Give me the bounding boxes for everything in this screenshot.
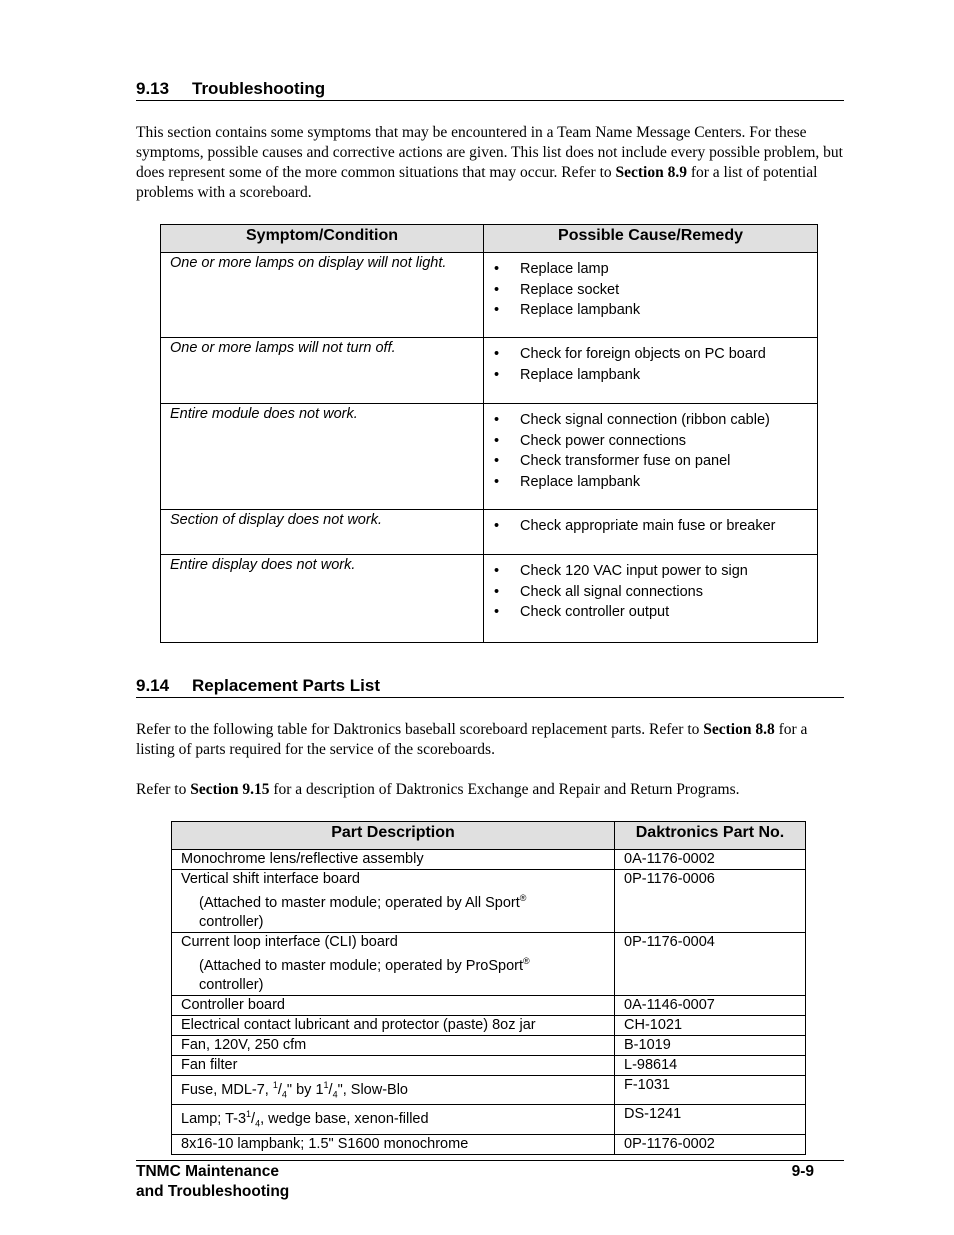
section-heading-9-13	[136, 79, 844, 101]
remedy-item: • Replace lampbank	[492, 365, 809, 386]
part-description: Current loop interface (CLI) board (Attached to master module; operated by ProSport® controller)	[172, 932, 615, 995]
table-row	[161, 510, 818, 555]
section-reference: Section 9.15	[190, 781, 270, 798]
part-description: Fuse, MDL-7, $^1/_4$" by $1^1/_4$", Slow-Blo	[172, 1075, 615, 1105]
part-description: 8x16-10 lampbank; 1.5" S1600 monochrome	[172, 1135, 615, 1155]
remedy-item: • Replace lampbank	[492, 472, 809, 493]
part-number: F-1031	[615, 1075, 806, 1105]
table-row	[172, 1135, 806, 1155]
part-description: Controller board	[172, 995, 615, 1015]
remedy-item: • Replace lampbank	[492, 300, 809, 321]
part-number: 0A-1176-0002	[615, 850, 806, 870]
table-row	[172, 932, 806, 995]
remedy-item: • Replace socket	[492, 280, 809, 301]
section-reference: Section 8.9	[615, 164, 687, 181]
footer-title-line2: and Troubleshooting	[136, 1183, 290, 1200]
part-number: DS-1241	[615, 1105, 806, 1135]
remedy-item: • Check appropriate main fuse or breaker	[492, 516, 809, 537]
symptom-cell: Entire module does not work.	[161, 404, 484, 510]
column-header: Part Description	[172, 822, 615, 850]
part-description: Vertical shift interface board (Attached to master module; operated by All Sport® controller)	[172, 870, 615, 933]
remedy-cell	[484, 253, 818, 338]
remedy-item: • Check for foreign objects on PC board	[492, 344, 809, 365]
remedy-cell	[484, 555, 818, 643]
remedy-item: • Check all signal connections	[492, 582, 809, 603]
section-number: 9.14	[136, 676, 170, 695]
table-row	[172, 870, 806, 933]
page-number: 9-9	[791, 1163, 814, 1180]
table-row	[172, 850, 806, 870]
section-number: 9.13	[136, 79, 170, 98]
part-number: CH-1021	[615, 1015, 806, 1035]
remedy-item: • Check transformer fuse on panel	[492, 451, 809, 472]
section-title: Replacement Parts List	[192, 676, 381, 695]
part-note: (Attached to master module; operated by ProSport® controller)	[199, 955, 530, 993]
remedy-item: • Check controller output	[492, 602, 809, 623]
part-number: 0P-1176-0004	[615, 932, 806, 995]
parts-intro: Refer to the following table for Daktronics baseball scoreboard replacement parts. Refer to Section 8.8 for a listing of parts required for the service of the scoreboards.	[136, 721, 808, 758]
part-note: (Attached to master module; operated by All Sport® controller)	[199, 893, 527, 930]
remedy-cell	[484, 510, 818, 555]
section-title: Troubleshooting	[192, 79, 326, 98]
table-row	[172, 1105, 806, 1135]
remedy-item: • Replace lamp	[492, 259, 809, 280]
table-row	[161, 338, 818, 404]
page-footer	[136, 1160, 844, 1202]
symptom-cell: Entire display does not work.	[161, 555, 484, 643]
table-row	[172, 1035, 806, 1055]
remedy-item: • Check power connections	[492, 431, 809, 452]
footer-title-line1: TNMC Maintenance	[136, 1163, 279, 1180]
table-row	[172, 1075, 806, 1105]
symptom-cell: One or more lamps will not turn off.	[161, 338, 484, 404]
table-row	[161, 404, 818, 510]
registered-mark: ®	[519, 893, 527, 903]
part-number: L-98614	[615, 1055, 806, 1075]
table-row	[161, 253, 818, 338]
remedy-cell	[484, 338, 818, 404]
table-row	[172, 1055, 806, 1075]
programs-reference: Refer to Section 9.15 for a description of Daktronics Exchange and Repair and Return Programs.	[136, 781, 740, 798]
table-row	[172, 1015, 806, 1035]
part-number: 0A-1146-0007	[615, 995, 806, 1015]
remedy-cell	[484, 404, 818, 510]
part-description: Fan, 120V, 250 cfm	[172, 1035, 615, 1055]
table-row	[161, 555, 818, 643]
column-header: Daktronics Part No.	[615, 822, 806, 850]
section-reference: Section 8.8	[703, 721, 775, 738]
part-number: 0P-1176-0006	[615, 870, 806, 933]
table-row	[172, 995, 806, 1015]
part-description: Fan filter	[172, 1055, 615, 1075]
part-number: B-1019	[615, 1035, 806, 1055]
part-description: Lamp; $T-3^1/_4$, wedge base, xenon-filled	[172, 1105, 615, 1135]
column-header: Symptom/Condition	[161, 225, 484, 253]
remedy-item: • Check signal connection (ribbon cable)	[492, 410, 809, 431]
symptom-cell: One or more lamps on display will not light.	[161, 253, 484, 338]
parts-table	[171, 821, 806, 1155]
symptom-cell: Section of display does not work.	[161, 510, 484, 555]
troubleshooting-intro: This section contains some symptoms that may be encountered in a Team Name Message Centers. For these symptoms, possible causes and corrective actions are given. This list does not include every possible problem, but does represent some of the more common situations that may occur. Refer to Section 8.9 for a list of potential problems with a scoreboard.	[136, 124, 843, 201]
remedy-item: • Check 120 VAC input power to sign	[492, 561, 809, 582]
part-number: 0P-1176-0002	[615, 1135, 806, 1155]
registered-mark: ®	[523, 955, 530, 966]
section-heading-9-14	[136, 676, 844, 698]
troubleshooting-table	[160, 224, 818, 643]
column-header: Possible Cause/Remedy	[484, 225, 818, 253]
part-description: Electrical contact lubricant and protector (paste) 8oz jar	[172, 1015, 615, 1035]
part-description: Monochrome lens/reflective assembly	[172, 850, 615, 870]
